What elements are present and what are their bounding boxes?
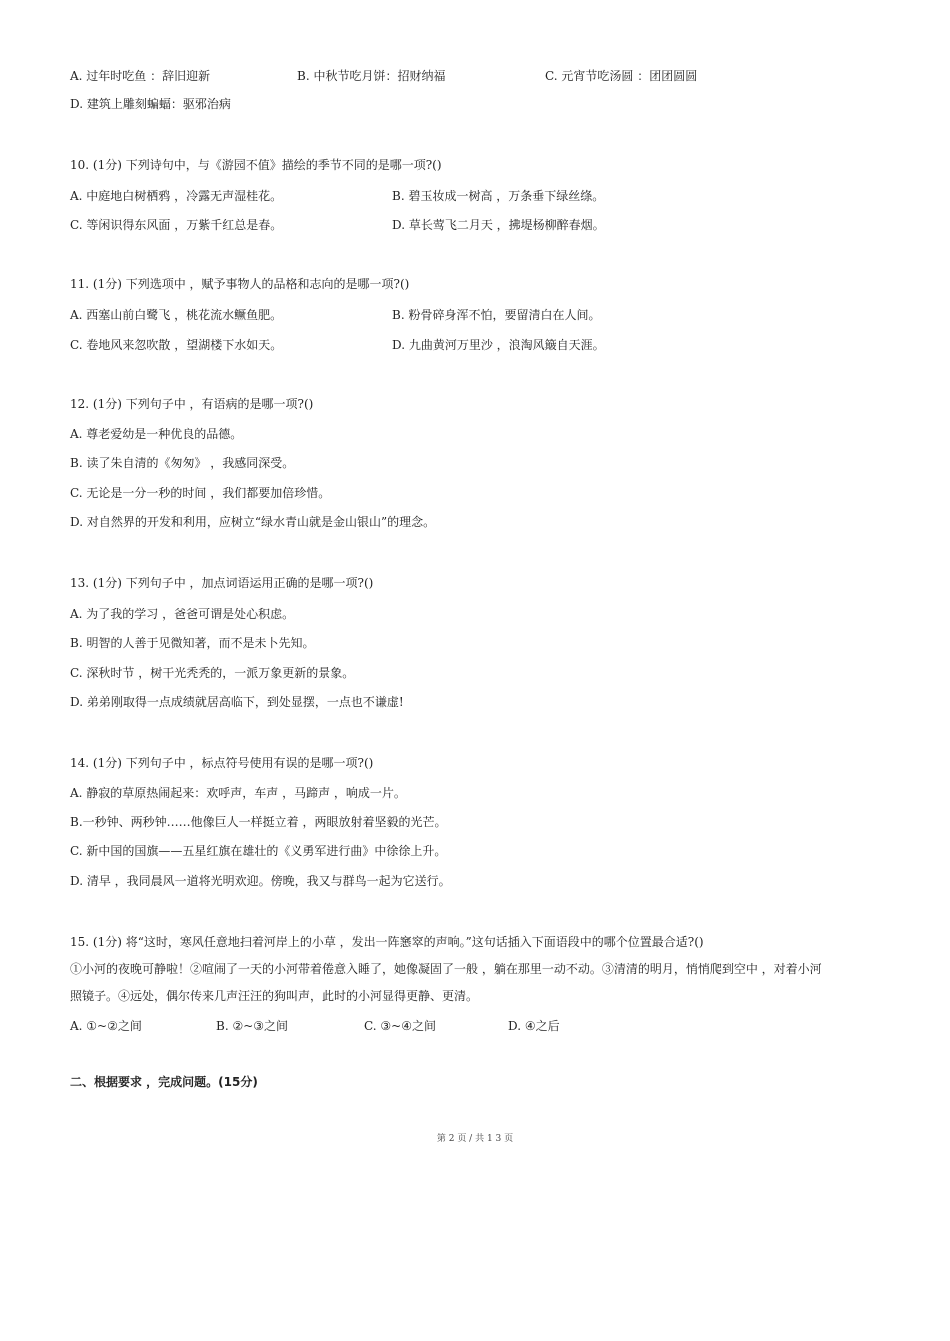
q13-stem: 13. (1分) 下列句子中 ，加点词语运用正确的是哪一项?() [70, 576, 374, 590]
q12-option-b: B. 读了朱自清的《匆匆》 ，我感同深受。 [70, 456, 295, 470]
q10-stem: 10. (1分) 下列诗句中，与《游园不值》描绘的季节不同的是哪一项?() [70, 158, 442, 172]
q12-option-d: D. 对自然界的开发和利用，应树立“绿水青山就是金山银山”的理念。 [70, 515, 436, 529]
q10-option-c: C. 等闲识得东风面 ，万紫千红总是春。 [70, 218, 283, 232]
q9-option-a: A. 过年时吃鱼 ：辞旧迎新 [70, 69, 211, 83]
q11-option-c: C. 卷地风来忽吹散 ，望湖楼下水如天。 [70, 338, 283, 352]
q15-option-c: C. ③~④之间 [364, 1019, 436, 1033]
q13-option-c: C. 深秋时节 ，树干光秃秃的，一派万象更新的景象。 [70, 666, 355, 680]
q14-option-c: C. 新中国的国旗——五星红旗在雄壮的《义勇军进行曲》中徐徐上升。 [70, 844, 447, 858]
q14-option-b: B.一秒钟、两秒钟……他像巨人一样挺立着 ，两眼放射着坚毅的光芒。 [70, 815, 447, 829]
q15-option-a: A. ①~②之间 [70, 1019, 142, 1033]
q15-option-b: B. ②~③之间 [216, 1019, 289, 1033]
q11-option-b: B. 粉骨碎身浑不怕，要留清白在人间。 [392, 308, 601, 322]
q9-option-c: C. 元宵节吃汤圆 ：团团圆圆 [545, 69, 698, 83]
q11-option-d: D. 九曲黄河万里沙 ，浪淘风簸自天涯。 [392, 338, 605, 352]
q13-option-a: A. 为了我的学习 ，爸爸可谓是处心积虑。 [70, 607, 295, 621]
q12-option-a: A. 尊老爱幼是一种优良的品德。 [70, 427, 243, 441]
q15-paragraph-line-1: ①小河的夜晚可静啦！②喧闹了一天的小河带着倦意入睡了，她像凝固了一般 ，躺在那里一动不动。③清清的明月，悄悄爬到空中 ，对着小河 [70, 962, 822, 976]
q15-stem: 15. (1分) 将“这时，寒风任意地扫着河岸上的小草 ，发出一阵窸窣的声响。”这句话插入下面语段中的哪个位置最合适?() [70, 935, 704, 949]
q13-option-d: D. 弟弟刚取得一点成绩就居高临下，到处显摆，一点也不谦虚! [70, 695, 404, 709]
q11-stem: 11. (1分) 下列选项中 ，赋予事物人的品格和志向的是哪一项?() [70, 277, 410, 291]
q15-option-d: D. ④之后 [508, 1019, 560, 1033]
q9-option-b: B. 中秋节吃月饼：招财纳福 [297, 69, 446, 83]
q14-stem: 14. (1分) 下列句子中 ，标点符号使用有误的是哪一项?() [70, 756, 374, 770]
q10-option-d: D. 草长莺飞二月天 ，拂堤杨柳醉春烟。 [392, 218, 605, 232]
q10-option-a: A. 中庭地白树栖鸦 ，冷露无声湿桂花。 [70, 189, 283, 203]
q12-stem: 12. (1分) 下列句子中 ，有语病的是哪一项?() [70, 397, 314, 411]
q15-paragraph-line-2: 照镜子。④远处，偶尔传来几声汪汪的狗叫声，此时的小河显得更静、更清。 [70, 989, 479, 1003]
q14-option-a: A. 静寂的草原热闹起来：欢呼声，车声 ，马蹄声 ，响成一片。 [70, 786, 406, 800]
q11-option-a: A. 西塞山前白鹭飞 ，桃花流水鳜鱼肥。 [70, 308, 283, 322]
section-2-heading: 二、根据要求 ，完成问题。(15分) [70, 1075, 258, 1089]
q12-option-c: C. 无论是一分一秒的时间 ，我们都要加倍珍惜。 [70, 486, 331, 500]
q14-option-d: D. 清早 ，我同晨风一道将光明欢迎。傍晚，我又与群鸟一起为它送行。 [70, 874, 451, 888]
q10-option-b: B. 碧玉妆成一树高 ，万条垂下绿丝绦。 [392, 189, 605, 203]
q13-option-b: B. 明智的人善于见微知著，而不是未卜先知。 [70, 636, 315, 650]
page-footer: 第 2 页 / 共 1 3 页 [436, 1134, 514, 1144]
q9-option-d: D. 建筑上雕刻蝙蝠：驱邪治病 [70, 97, 231, 111]
